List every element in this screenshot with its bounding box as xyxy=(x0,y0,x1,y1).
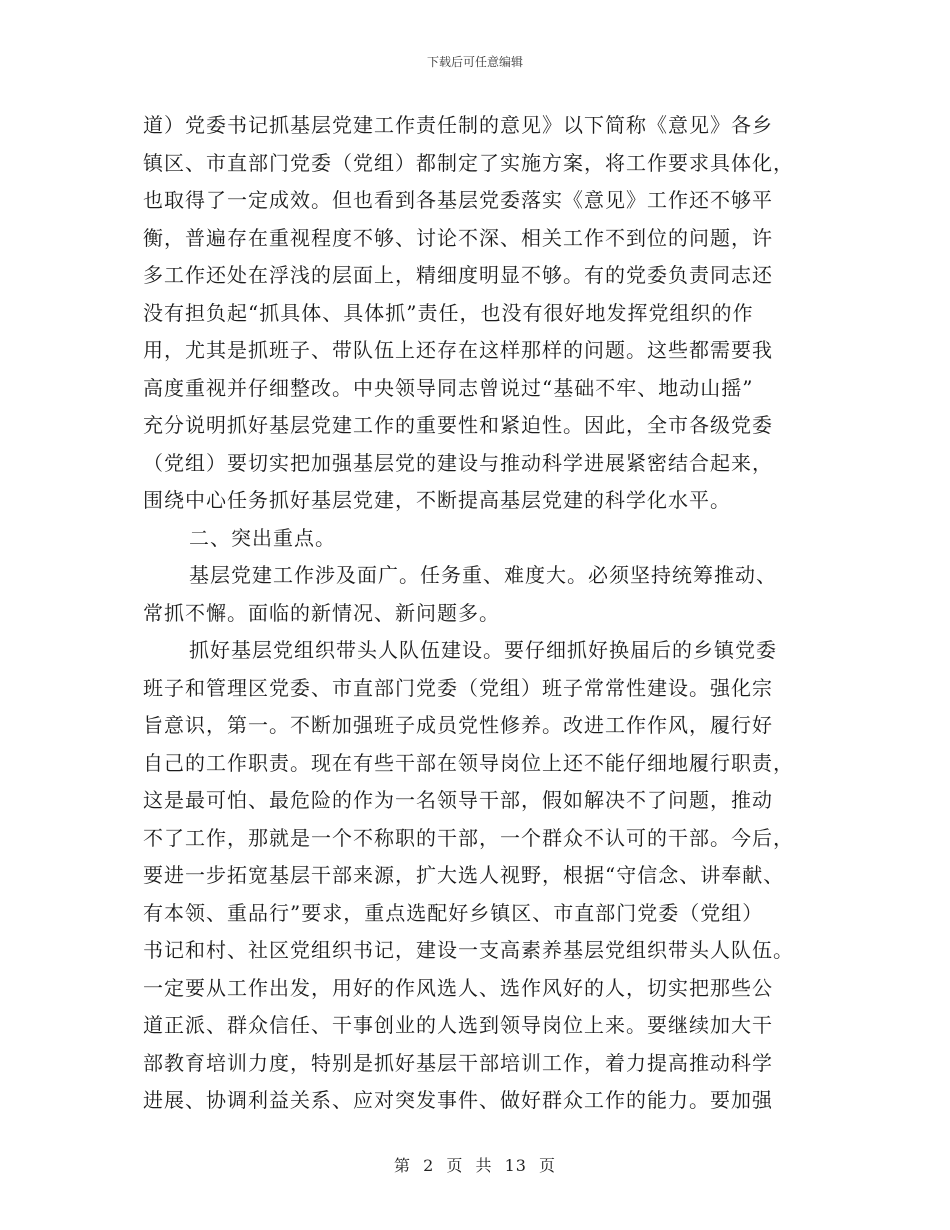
footer-label-total: 共 xyxy=(475,1156,493,1175)
text-line: 自己的工作职责。现在有些干部在领导岗位上还不能仔细地履行职责， xyxy=(143,750,794,775)
text-line: 衡，普遍存在重视程度不够、讨论不深、相关工作不到位的问题，许 xyxy=(143,225,773,250)
text-line: 没有担负起“抓具体、具体抓”责任，也没有很好地发挥党组织的作 xyxy=(143,300,754,325)
section-heading: 二、突出重点。 xyxy=(189,525,336,550)
text-line: 高度重视并仔细整改。中央领导同志曾说过“基础不牢、地动山摇” xyxy=(143,375,754,400)
text-line: 围绕中心任务抓好基层党建，不断提高基层党建的科学化水平。 xyxy=(143,488,731,512)
text-line: （党组）要切实把加强基层党的建设与推动科学进展紧密结合起来， xyxy=(143,450,773,475)
text-line: 道）党委书记抓基层党建工作责任制的意见》以下简称《意见》各乡 xyxy=(143,113,773,137)
text-line: 这是最可怕、最危险的作为一名领导干部，假如解决不了问题，推动 xyxy=(143,788,773,812)
text-line: 常抓不懈。面临的新情况、新问题多。 xyxy=(143,600,500,625)
page-header-note: 下载后可任意编辑 xyxy=(426,55,523,69)
text-line: 旨意识，第一。不断加强班子成员党性修养。改进工作作风，履行好 xyxy=(143,713,773,737)
text-line: 书记和村、社区党组织书记，建设一支高素养基层党组织带头人队伍。 xyxy=(143,938,794,962)
footer-label-of: 页 xyxy=(446,1156,464,1175)
document-body xyxy=(143,107,798,1120)
text-line: 也取得了一定成效。但也看到各基层党委落实《意见》工作还不够平 xyxy=(143,188,773,212)
footer-label-page: 第 xyxy=(393,1156,411,1175)
text-line: 镇区、市直部门党委（党组）都制定了实施方案，将工作要求具体化， xyxy=(143,150,794,175)
text-line: 进展、协调利益关系、应对突发事件、做好群众工作的能力。要加强 xyxy=(143,1088,773,1112)
text-line: 要进一步拓宽基层干部来源，扩大选人视野，根据“守信念、讲奉献、 xyxy=(143,863,785,887)
text-line: 抓好基层党组织带头人队伍建设。要仔细抓好换届后的乡镇党委 xyxy=(189,638,777,662)
text-line: 用，尤其是抓班子、带队伍上还存在这样那样的问题。这些都需要我 xyxy=(143,338,773,362)
text-line: 班子和管理区党委、市直部门党委（党组）班子常常性建设。强化宗 xyxy=(143,675,773,700)
footer-total-pages: 13 xyxy=(504,1156,527,1175)
text-line: 道正派、群众信任、干事创业的人选到领导岗位上来。要继续加大干 xyxy=(143,1013,773,1037)
text-line: 多工作还处在浮浅的层面上，精细度明显不够。有的党委负责同志还 xyxy=(143,263,773,287)
page-footer xyxy=(0,1153,950,1176)
text-line: 一定要从工作出发，用好的作风选人、选作风好的人，切实把那些公 xyxy=(143,975,773,1000)
text-line: 部教育培训力度，特别是抓好基层干部培训工作，着力提高推动科学 xyxy=(143,1050,773,1075)
footer-current-page: 2 xyxy=(423,1156,435,1175)
text-line: 不了工作，那就是一个不称职的干部，一个群众不认可的干部。今后， xyxy=(143,825,794,850)
text-line: 充分说明抓好基层党建工作的重要性和紧迫性。因此，全市各级党委 xyxy=(143,413,773,437)
text-line: 基层党建工作涉及面广。任务重、难度大。必须坚持统筹推动、 xyxy=(189,563,777,587)
footer-label-page-end: 页 xyxy=(539,1156,557,1175)
text-line: 有本领、重品行”要求，重点选配好乡镇区、市直部门党委（党组） xyxy=(143,900,764,925)
